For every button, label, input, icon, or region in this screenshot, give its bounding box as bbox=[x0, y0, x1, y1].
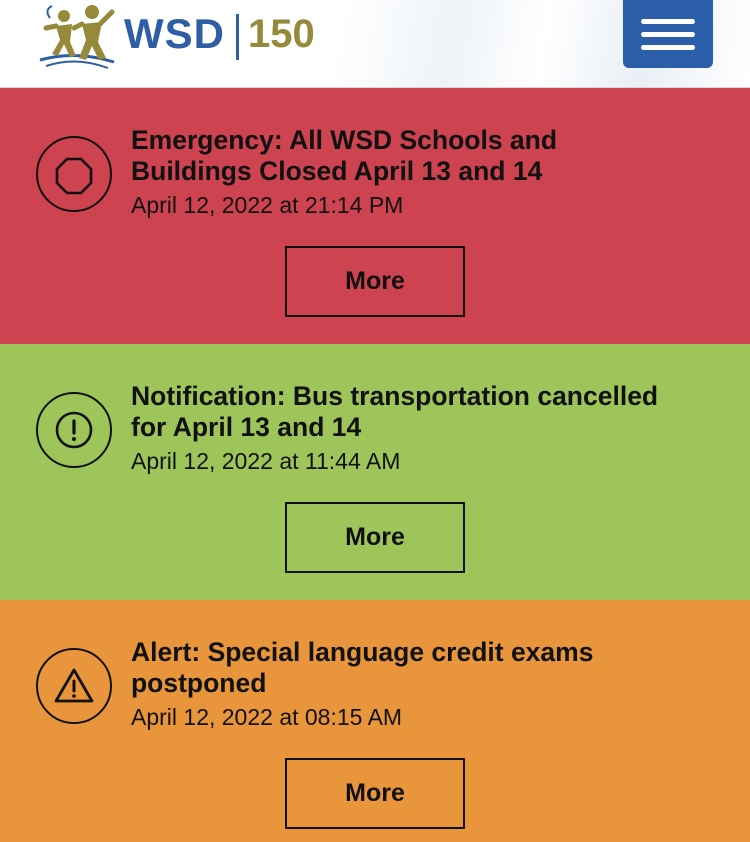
hamburger-menu-icon bbox=[641, 19, 695, 24]
alert-title-line: Emergency: All WSD Schools and bbox=[131, 125, 558, 155]
alert-title-line: postponed bbox=[131, 668, 267, 698]
alert-title-line: Alert: Special language credit exams bbox=[131, 637, 594, 667]
alert-title-line: Buildings Closed April 13 and 14 bbox=[131, 156, 543, 186]
logo-150-text: 150 bbox=[248, 12, 315, 56]
alert-date: April 12, 2022 at 11:44 AM bbox=[131, 448, 401, 474]
octagon-stop-icon bbox=[36, 136, 112, 212]
exclamation-circle-icon bbox=[36, 392, 112, 468]
notification-alert bbox=[0, 344, 750, 600]
alert-date: April 12, 2022 at 08:15 AM bbox=[131, 704, 403, 730]
alert-title bbox=[131, 125, 731, 187]
hamburger-line bbox=[641, 32, 695, 37]
alert-title-line: for April 13 and 14 bbox=[131, 412, 362, 442]
more-button[interactable]: More bbox=[285, 758, 465, 829]
site-header bbox=[0, 0, 750, 88]
alert-title bbox=[131, 637, 731, 699]
alert-date: April 12, 2022 at 21:14 PM bbox=[131, 192, 404, 218]
logo-figures-icon bbox=[36, 2, 118, 72]
more-button[interactable]: More bbox=[285, 502, 465, 573]
more-button[interactable]: More bbox=[285, 246, 465, 317]
alert-title bbox=[131, 381, 731, 443]
hamburger-line bbox=[641, 45, 695, 50]
alert-title-line: Notification: Bus transportation cancelled bbox=[131, 381, 659, 411]
logo-divider bbox=[236, 14, 239, 60]
warning-triangle-icon bbox=[36, 648, 112, 724]
wsd-150-logo[interactable] bbox=[36, 2, 356, 72]
logo-wsd-text: WSD bbox=[124, 10, 225, 57]
emergency-alert bbox=[0, 88, 750, 344]
hamburger-menu-button[interactable] bbox=[623, 0, 713, 68]
warning-alert bbox=[0, 600, 750, 842]
